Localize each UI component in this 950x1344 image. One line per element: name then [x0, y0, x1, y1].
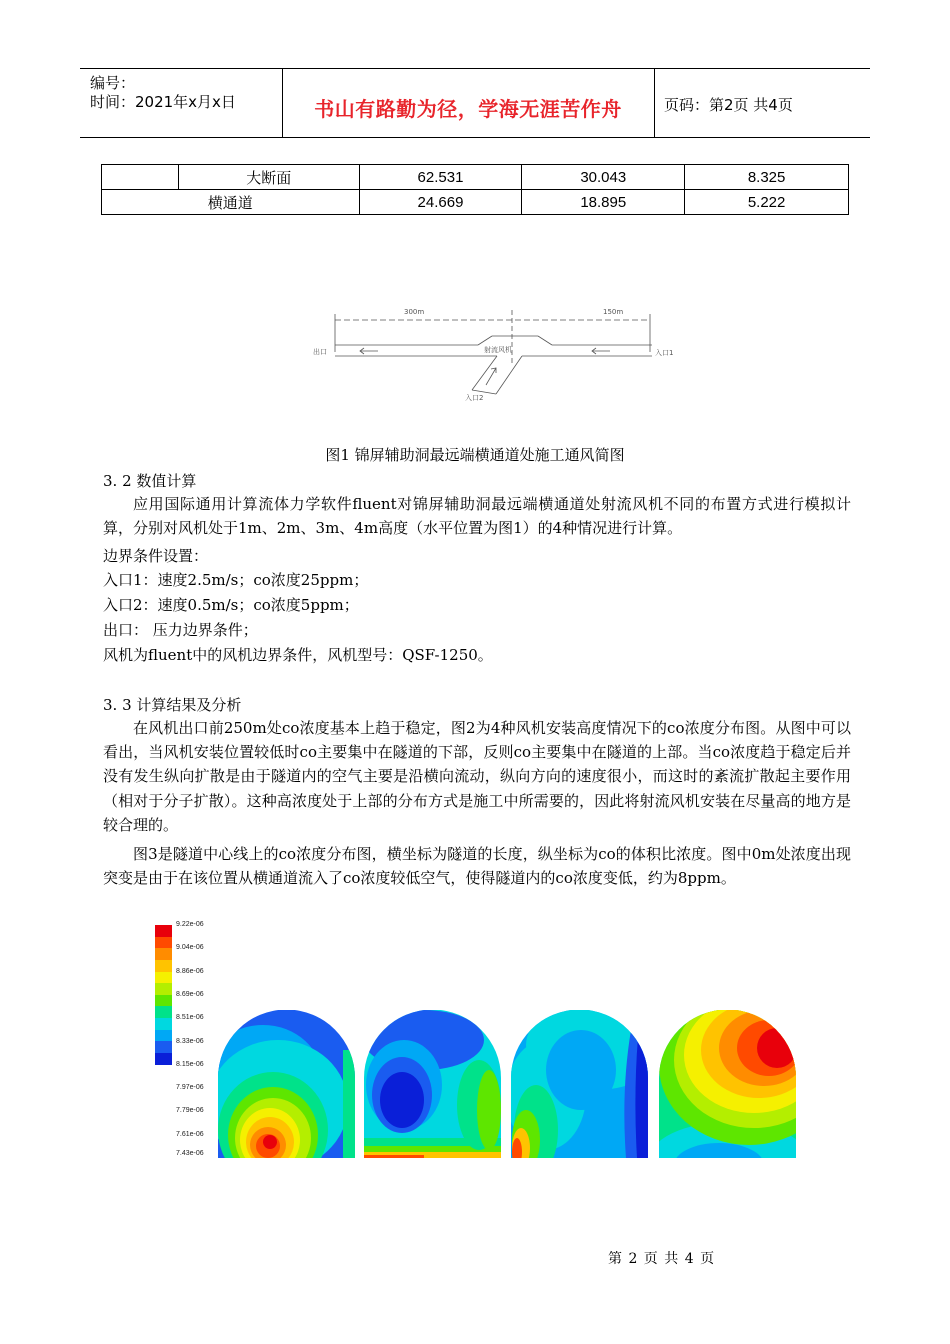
legend-swatch	[155, 1041, 172, 1053]
fan-label: 射流风机	[484, 346, 512, 354]
contour-plot-1m	[218, 1010, 355, 1158]
contour-plot-4m	[659, 1010, 796, 1158]
inlet1-label: 入口1	[655, 349, 674, 357]
header-motto-cell	[282, 69, 655, 137]
boundary-outlet: 出口： 压力边界条件；	[103, 621, 258, 639]
date-line: 时间：2021年x月x日	[90, 93, 236, 111]
legend-swatch	[155, 1018, 172, 1030]
legend-label: 8.15e-06	[176, 1060, 204, 1068]
boundary-inlet1: 入口1：速度2.5m/s；co浓度25ppm；	[103, 571, 369, 589]
table-cell	[102, 165, 179, 190]
paragraph-3-2: 应用国际通用计算流体力学软件fluent对锦屏辅助洞最远端横通道处射流风机不同的布置方式进行模拟计算，分别对风机处于1m、2m、3m、4m高度（水平位置为图1）的4种情况进行计算。	[103, 495, 851, 538]
inlet2-label: 入口2	[465, 394, 484, 402]
ventilation-diagram	[300, 300, 690, 410]
dim-left-label: 300m	[404, 308, 425, 316]
table-row	[102, 190, 849, 215]
legend-swatch	[155, 1006, 172, 1018]
boundary-fan: 风机为fluent中的风机边界条件，风机型号：QSF-1250。	[103, 646, 493, 664]
contour-plot-3m	[511, 1010, 648, 1158]
legend-swatch	[155, 925, 172, 937]
table-cell: 5.222	[685, 190, 849, 215]
dim-right-label: 150m	[603, 308, 624, 316]
serial-number: 编号：	[90, 74, 136, 92]
legend-swatch	[155, 995, 172, 1007]
boundary-inlet2: 入口2：速度0.5m/s；co浓度5ppm；	[103, 596, 359, 614]
legend-label: 7.97e-06	[176, 1084, 204, 1092]
table-cell: 8.325	[685, 165, 849, 190]
paragraph-3-3-2: 图3是隧道中心线上的co浓度分布图，横坐标为隧道的长度，纵坐标为co的体积比浓度。图中0m处浓度出现突变是由于在该位置从横通道流入了co浓度较低空气，使得隧道内的co浓度变低，约为8ppm。	[103, 845, 851, 888]
contour-plot-2m	[364, 1010, 501, 1158]
table-cell: 大断面	[178, 165, 359, 190]
legend-swatch	[155, 983, 172, 995]
legend-swatch	[155, 1053, 172, 1065]
section-heading-3-2: 3. 2 数值计算	[103, 472, 197, 490]
legend-swatch	[155, 1030, 172, 1042]
header-meta	[80, 69, 283, 137]
legend-swatch	[155, 972, 172, 984]
legend-label: 8.33e-06	[176, 1037, 204, 1045]
table-row	[102, 165, 849, 190]
legend-label: 7.61e-06	[176, 1130, 204, 1138]
legend-swatch	[155, 948, 172, 960]
page-footer: 第 2 页 共 4 页	[608, 1251, 716, 1267]
section-heading-3-3: 3. 3 计算结果及分析	[103, 696, 242, 714]
page-header	[80, 68, 870, 138]
legend-label: 7.79e-06	[176, 1107, 204, 1115]
table-cell: 24.669	[359, 190, 522, 215]
table-cell: 18.895	[522, 190, 685, 215]
paragraph-3-3-1: 在风机出口前250m处co浓度基本上趋于稳定，图2为4种风机安装高度情况下的co浓度分布图。从图中可以看出，当风机安装位置较低时co主要集中在隧道的下部，反则co主要集中在隧道的上部。当co浓度趋于稳定后并没有发生纵向扩散是由于隧道内的空气主要是沿横向流动，纵向方向的速度很小，而这时的紊流扩散起主要作用（相对于分子扩散）。这种高浓度处于上部的分布方式是施工中所需要的，因此将射流风机安装在尽量高的地方是较合理的。	[103, 719, 851, 834]
legend-label: 9.04e-06	[176, 944, 204, 952]
data-table	[101, 164, 849, 215]
legend-swatch	[155, 960, 172, 972]
legend-label: 7.43e-06	[176, 1150, 204, 1157]
legend-swatch	[155, 937, 172, 949]
legend-label: 8.69e-06	[176, 990, 204, 998]
color-legend	[155, 925, 172, 1158]
table-cell: 62.531	[359, 165, 522, 190]
table-cell: 30.043	[522, 165, 685, 190]
page-number: 页码：第2页 共4页	[664, 96, 793, 114]
motto: 书山有路勤为径，学海无涯苦作舟	[314, 97, 622, 121]
legend-label: 9.22e-06	[176, 921, 204, 928]
figure1-caption: 图1 锦屏辅助洞最远端横通道处施工通风简图	[325, 446, 625, 464]
legend-label: 8.86e-06	[176, 967, 204, 975]
table-cell: 横通道	[102, 190, 360, 215]
legend-label: 8.51e-06	[176, 1014, 204, 1022]
boundary-title: 边界条件设置：	[103, 547, 209, 565]
outlet-label: 出口	[313, 348, 327, 356]
header-page-cell	[654, 69, 870, 137]
